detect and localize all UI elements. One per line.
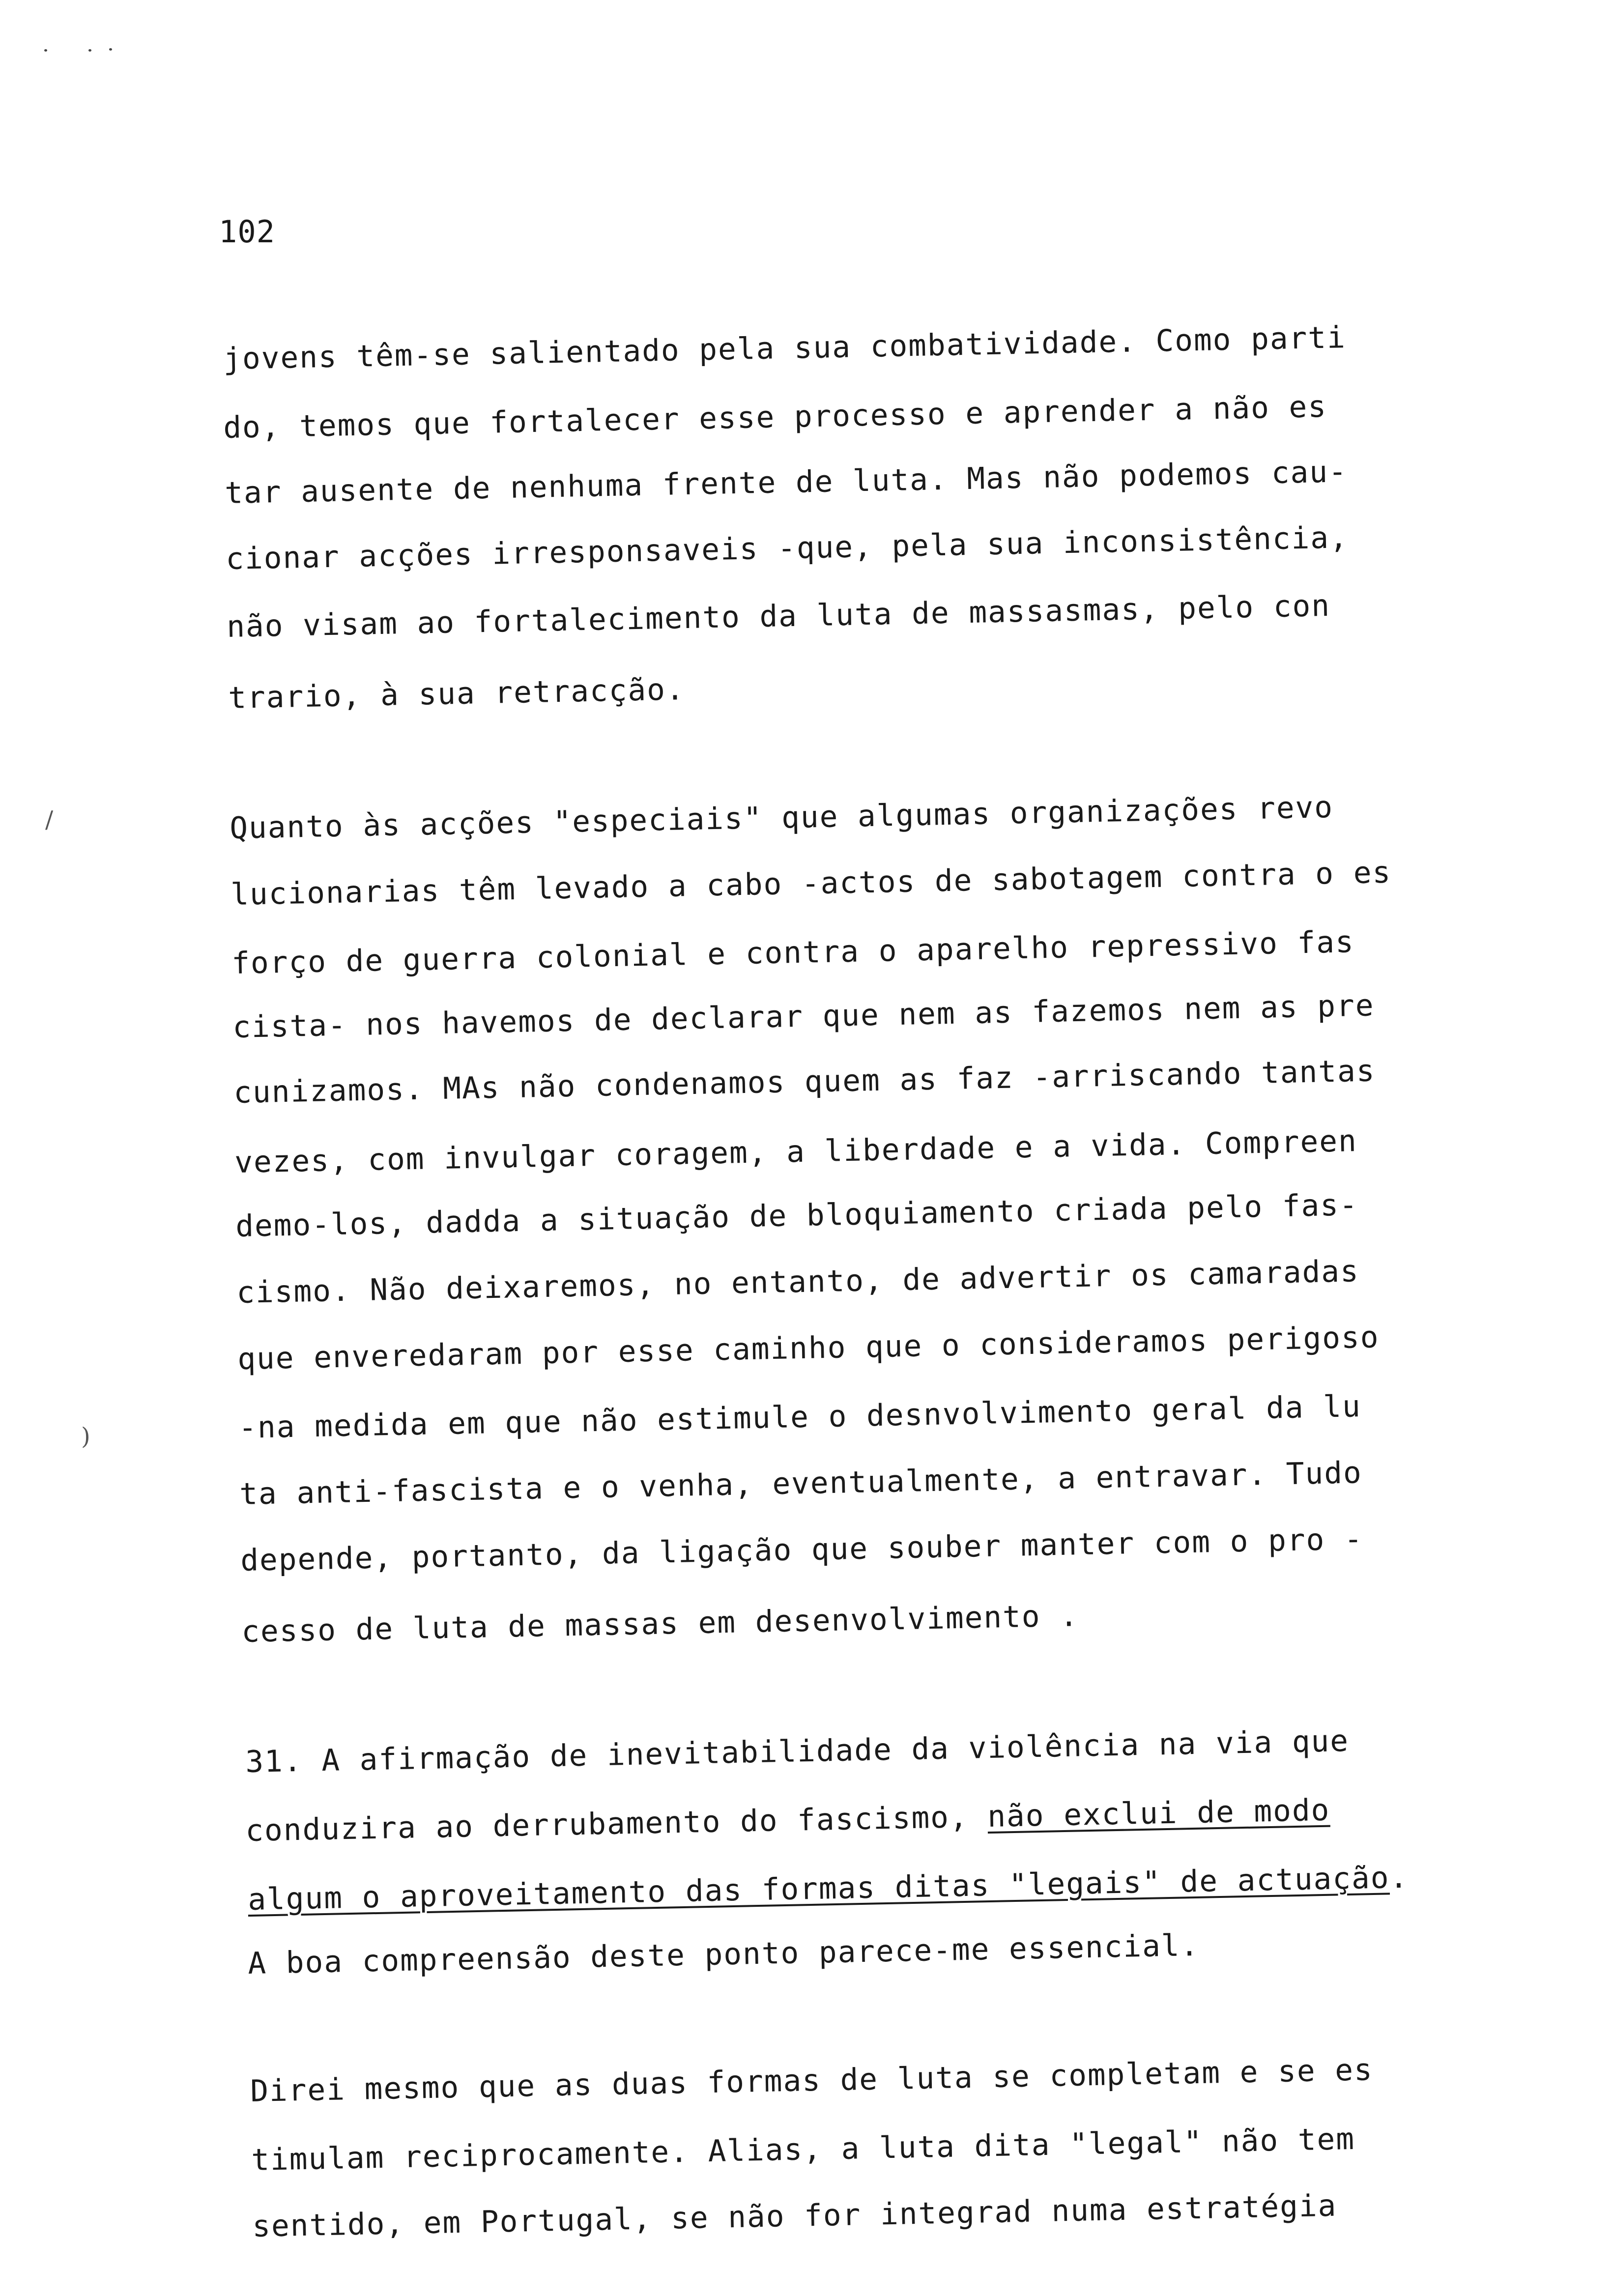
page-number: 102	[219, 214, 275, 250]
text-line: não visam ao fortalecimento da luta de massasmas, pelo con	[226, 588, 1331, 644]
line-text: .	[1389, 1860, 1409, 1895]
text-line: tar ausente de nenhuma frente de luta. Mas não podemos cau-	[224, 454, 1348, 511]
text-line: depende, portanto, da ligação que souber manter com o pro -	[240, 1521, 1364, 1578]
text-line	[248, 1860, 1409, 1917]
text-line: cesso de luta de massas em desenvolvimento .	[241, 1598, 1079, 1649]
text-line: cismo. Não deixaremos, no entanto, de advertir os camaradas	[236, 1254, 1360, 1310]
text-line: cunizamos. MAs não condenamos quem as faz -arriscando tantas	[233, 1053, 1376, 1110]
text-line: Quanto às acções "especiais" que algumas organizações revo	[229, 789, 1334, 846]
text-line: do, temos que fortalecer esse processo e aprender a não es	[223, 389, 1327, 445]
margin-mark: )	[81, 1423, 90, 1450]
margin-mark: /	[45, 806, 54, 833]
text-line: forço de guerra colonial e contra o aparelho repressivo fas	[231, 924, 1355, 981]
text-line: sentido, em Portugal, se não for integrad numa estratégia	[252, 2188, 1337, 2244]
text-line: timulam reciprocamente. Alias, a luta dita "legal" não tem	[251, 2121, 1355, 2178]
scan-speck	[109, 48, 112, 51]
text-line: ta anti-fascista e o venha, eventualmente, a entravar. Tudo	[239, 1455, 1363, 1512]
text-line: -na medida em que não estimule o desnvolvimento geral da lu	[238, 1389, 1362, 1445]
text-line: cista- nos havemos de declarar que nem as fazemos nem as pre	[232, 988, 1375, 1045]
text-line: vezes, com invulgar coragem, a liberdade e a vida. Compreen	[234, 1123, 1358, 1180]
text-line: jovens têm-se salientado pela sua combatividade. Como parti	[223, 320, 1347, 376]
line-text: conduzira ao derrubamento do fascismo,	[245, 1799, 988, 1848]
text-line: trario, à sua retracção.	[228, 672, 686, 716]
text-line: 31. A afirmação de inevitabilidade da violência na via que	[245, 1723, 1350, 1779]
text-line: A boa compreensão deste ponto parece-me essencial.	[247, 1927, 1200, 1981]
text-line: lucionarias têm levado a cabo -actos de sabotagem contra o es	[230, 855, 1392, 912]
text-line	[245, 1793, 1330, 1848]
text-line: que enveredaram por esse caminho que o consideramos perigoso	[237, 1320, 1380, 1377]
scan-speck	[44, 49, 47, 52]
text-line: demo-los, dadda a situação de bloquiamento criada pelo fas-	[235, 1187, 1359, 1244]
text-line: cionar acções irresponsaveis -que, pela sua inconsistência,	[225, 520, 1349, 576]
scan-speck	[88, 49, 91, 52]
underlined-phrase: algum o aproveitamento das formas ditas "legais" de actuação	[247, 1860, 1390, 1917]
text-line: Direi mesmo que as duas formas de luta se completam e se es	[250, 2052, 1374, 2109]
underlined-phrase: não exclui de modo	[987, 1792, 1330, 1835]
